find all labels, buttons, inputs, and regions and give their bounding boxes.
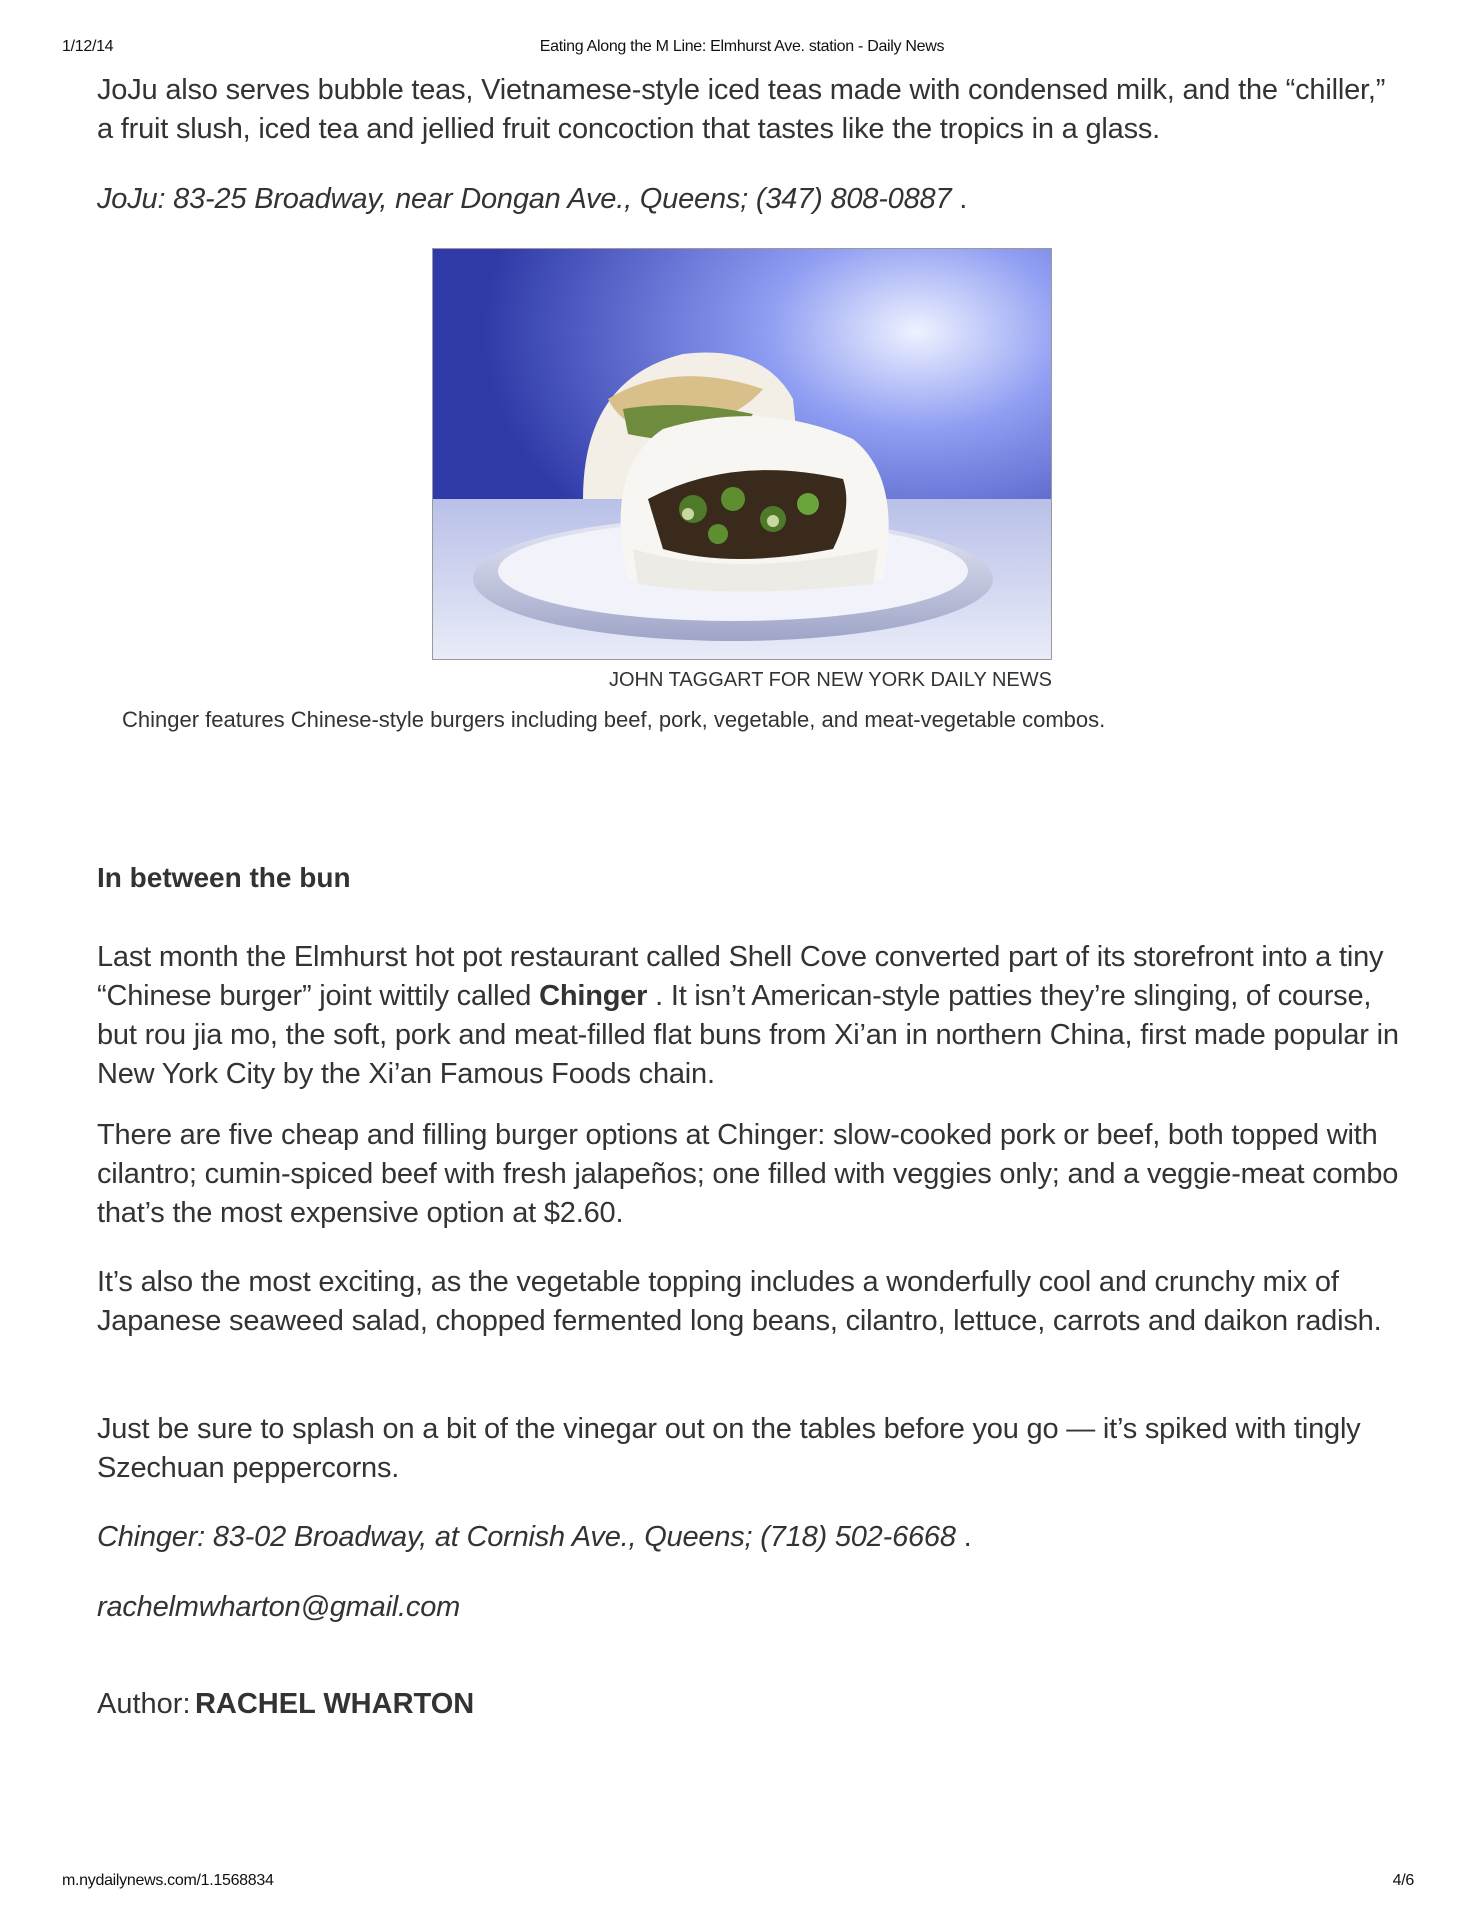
paragraph-vinegar: Just be sure to splash on a bit of the vinegar out on the tables before you go — it’s spiked with tingly Szechuan peppercorns. (97, 1413, 1361, 1484)
print-date: 1/12/14 (62, 38, 114, 55)
article-photo (432, 248, 1052, 660)
chinger-bold-name: Chinger (539, 980, 648, 1012)
print-url: m.nydailynews.com/1.1568834 (62, 1872, 274, 1889)
chinger-address (97, 1518, 1407, 1557)
paragraph-1-start: Last month the Elmhurst hot pot restaurant called Shell Cove converted part of its storefront into a tiny “Chinese burger” joint wittily called (97, 941, 1384, 1012)
paragraph-chinger-intro (97, 938, 1407, 1094)
intro-paragraph: JoJu also serves bubble teas, Vietnamese-style iced teas made with condensed milk, and the “chiller,” a fruit slush, iced tea and jellied fruit concoction that tastes like the tropics in a glass. (97, 74, 1386, 145)
photo-caption: Chinger features Chinese-style burgers including beef, pork, vegetable, and meat-vegetable combos. (122, 707, 1106, 732)
chinger-address-text: Chinger: 83-02 Broadway, at Cornish Ave., Queens; (718) 502-6668 (97, 1521, 956, 1553)
joju-address-text: JoJu: 83-25 Broadway, near Dongan Ave., Queens; (347) 808-0887 (97, 183, 952, 215)
joju-address-end: . (951, 183, 968, 215)
paragraph-1-end: . It isn’t American-style patties they’re slinging, of course, but rou jia mo, the soft, pork and meat-filled flat buns from Xi’an in northern China, first made popular in New York City by the Xi’an Famous Foods chain. (97, 980, 1399, 1090)
print-title: Eating Along the M Line: Elmhurst Ave. station - Daily News (539, 38, 945, 55)
author-email: rachelmwharton@gmail.com (97, 1591, 461, 1623)
chinger-address-end: . (955, 1521, 972, 1553)
paragraph-burger-options: There are five cheap and filling burger options at Chinger: slow-cooked pork or beef, both topped with cilantro; cumin-spiced beef with fresh jalapeños; one filled with veggies only; and a veggie-meat combo that’s the most expensive option at $2.60. (97, 1119, 1399, 1229)
print-page-number: 4/6 (1392, 1872, 1414, 1889)
joju-address (97, 180, 1407, 219)
author-name: RACHEL WHARTON (194, 1688, 475, 1720)
paragraph-vegetable-topping: It’s also the most exciting, as the vegetable topping includes a wonderfully cool and crunchy mix of Japanese seaweed salad, chopped fermented long beans, cilantro, lettuce, carrots and daikon radish. (97, 1266, 1382, 1337)
author-label: Author: (97, 1688, 191, 1720)
photo-credit: JOHN TAGGART FOR NEW YORK DAILY NEWS (608, 669, 1052, 691)
section-heading: In between the bun (97, 862, 351, 893)
author-line (97, 1688, 474, 1721)
burger-photo-image (433, 249, 1052, 660)
